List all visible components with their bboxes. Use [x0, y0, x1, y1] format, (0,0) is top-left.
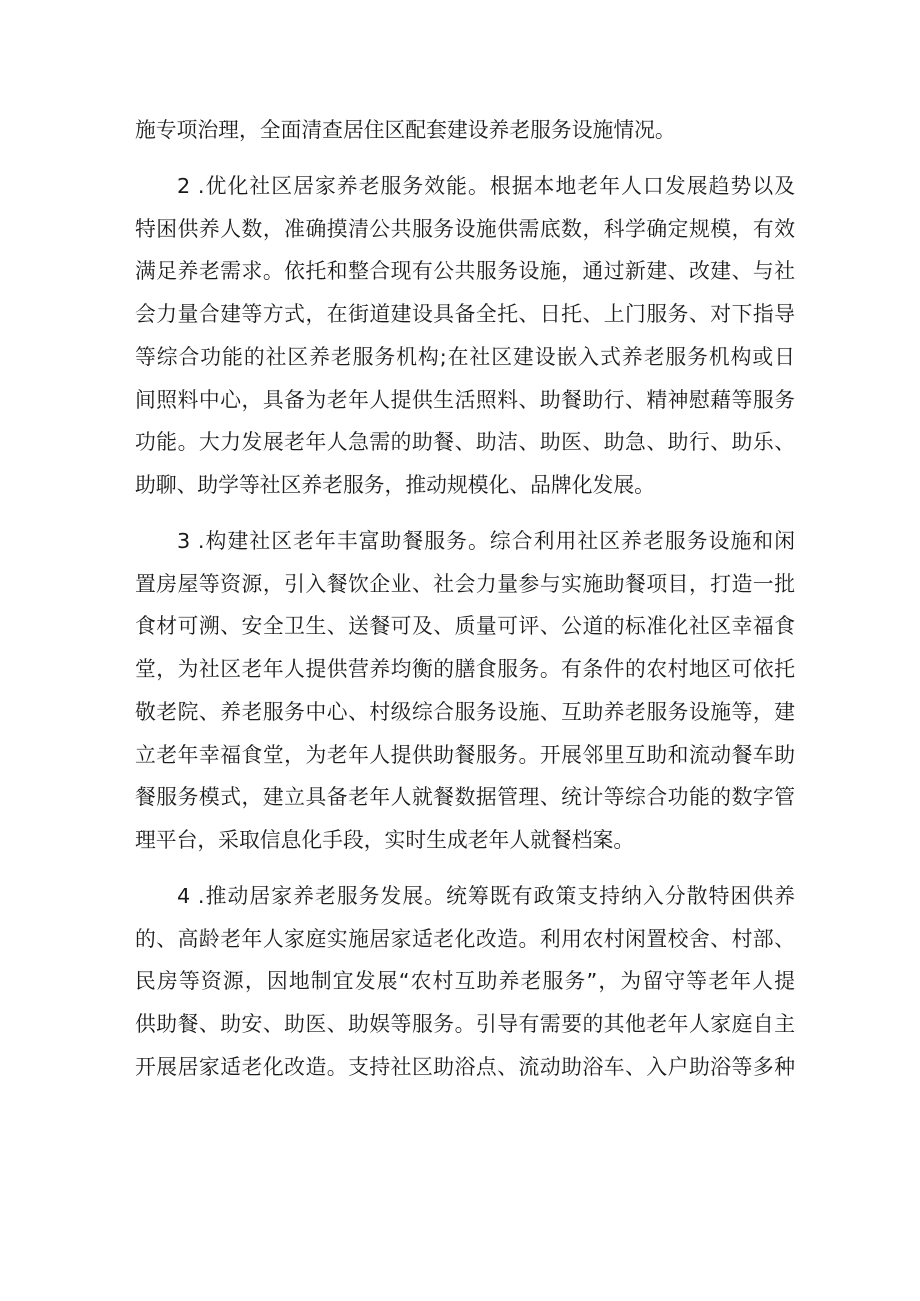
text-line: 开展居家适老化改造。支持社区助浴点、流动助浴车、入户助浴等多种: [135, 1055, 795, 1079]
text-line: 理平台，采取信息化手段，实时生成老年人就餐档案。: [135, 828, 635, 852]
text-line: 间照料中心，具备为老年人提供生活照料、助餐助行、精神慰藉等服务: [135, 388, 795, 412]
text-line: 助聊、助学等社区养老服务，推动规模化、品牌化发展。: [135, 473, 655, 497]
text-line: 会力量合建等方式，在街道建设具备全托、日托、上门服务、对下指导: [135, 302, 795, 326]
text-line: 3 .构建社区老年丰富助餐服务。综合利用社区养老服务设施和闲: [177, 529, 795, 553]
text-line: 等综合功能的社区养老服务机构;在社区建设嵌入式养老服务机构或日: [135, 345, 795, 369]
text-line: 特困供养人数，准确摸清公共服务设施供需底数，科学确定规模，有效: [135, 217, 795, 241]
text-line: 民房等资源，因地制宜发展“农村互助养老服务”，为留守等老年人提: [135, 969, 795, 993]
text-line: 立老年幸福食堂，为老年人提供助餐服务。开展邻里互助和流动餐车助: [135, 743, 795, 767]
text-line: 施专项治理，全面清查居住区配套建设养老服务设施情况。: [135, 118, 676, 142]
text-line: 置房屋等资源，引入餐饮企业、社会力量参与实施助餐项目，打造一批: [135, 572, 795, 596]
text-line: 敬老院、养老服务中心、村级综合服务设施、互助养老服务设施等，建: [135, 700, 795, 724]
text-line: 供助餐、助安、助医、助娱等服务。引导有需要的其他老年人家庭自主: [135, 1012, 795, 1036]
text-line: 2 .优化社区居家养老服务效能。根据本地老年人口发展趋势以及: [177, 174, 795, 198]
text-line: 堂，为社区老年人提供营养均衡的膳食服务。有条件的农村地区可依托: [135, 657, 795, 681]
text-line: 4 .推动居家养老服务发展。统筹既有政策支持纳入分散特困供养: [177, 884, 795, 908]
text-line: 满足养老需求。依托和整合现有公共服务设施，通过新建、改建、与社: [135, 259, 795, 283]
text-line: 功能。大力发展老年人急需的助餐、助洁、助医、助急、助行、助乐、: [135, 430, 795, 454]
text-line: 的、高龄老年人家庭实施居家适老化改造。利用农村闲置校舍、村部、: [135, 927, 795, 951]
text-line: 食材可溯、安全卫生、送餐可及、质量可评、公道的标准化社区幸福食: [135, 614, 795, 638]
text-line: 餐服务模式，建立具备老年人就餐数据管理、统计等综合功能的数字管: [135, 785, 795, 809]
